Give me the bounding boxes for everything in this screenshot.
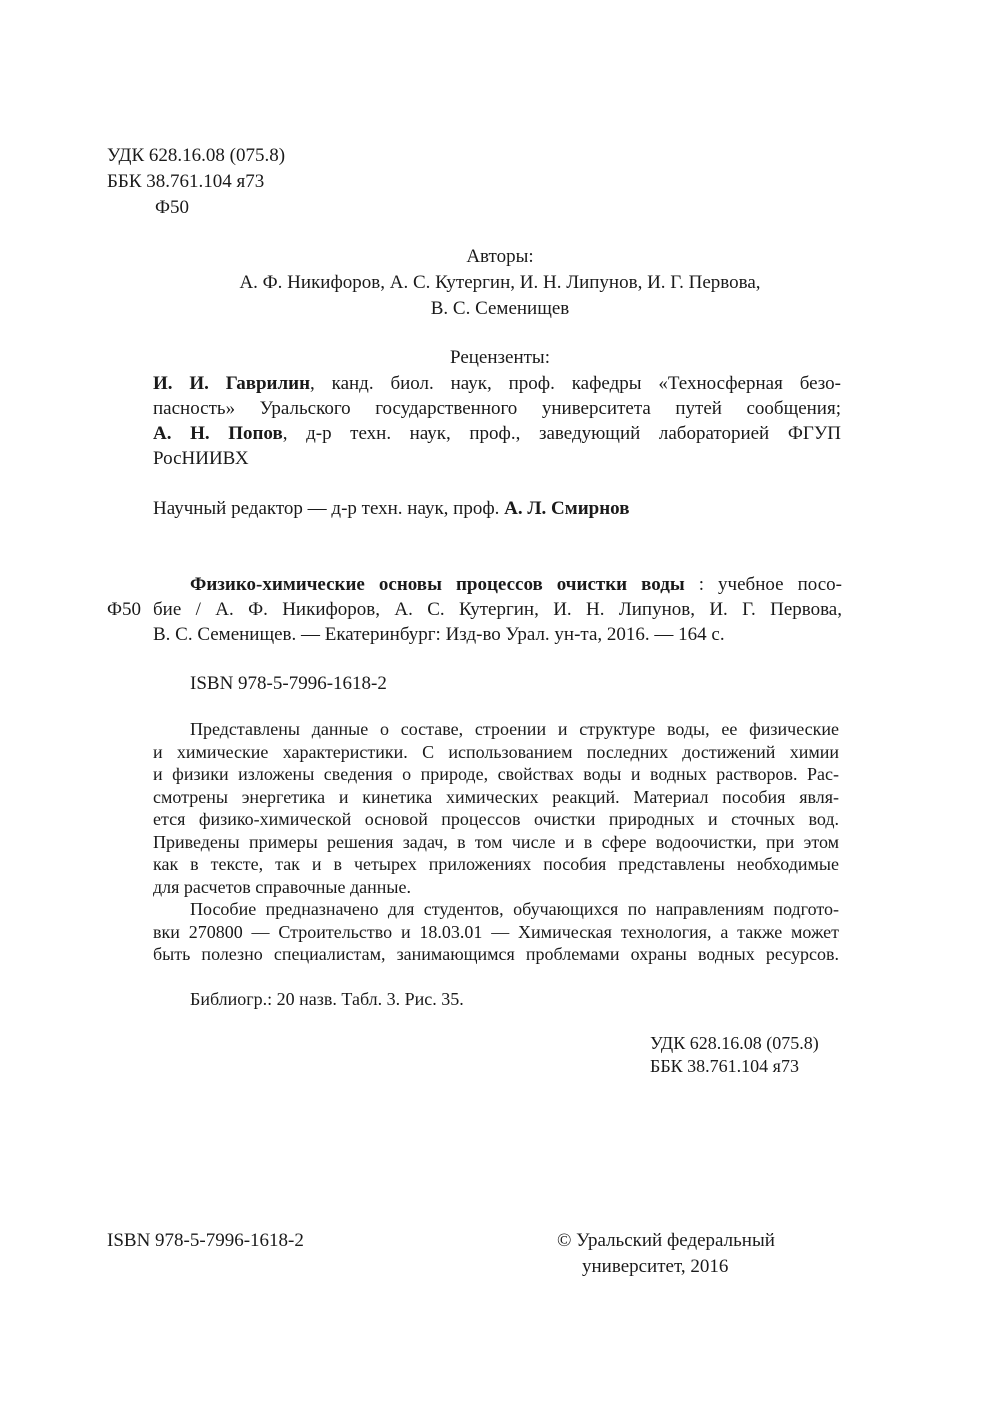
reviewer-1-line-2: пасность» Уральского государственного университета путей сообщения; [153, 398, 841, 419]
udk-code-top: УДК 628.16.08 (075.8) [107, 145, 286, 166]
authors-line-1: А. Ф. Никифоров, А. С. Кутергин, И. Н. Липунов, И. Г. Первова, [239, 272, 761, 293]
copyright-line-2: университет, 2016 [582, 1256, 729, 1277]
bib-record-line-3: В. С. Семенищев. — Екатеринбург: Изд-во Урал. ун-та, 2016. — 164 с. [153, 624, 725, 645]
udk-code-bottom: УДК 628.16.08 (075.8) [650, 1033, 819, 1053]
abstract-purpose-line-1: Пособие предназначено для студентов, обучающихся по направлениям подгото- [190, 899, 839, 919]
scientific-editor [153, 496, 629, 522]
reviewer-1-details: , канд. биол. наук, проф. кафедры «Техносферная безо- [310, 373, 841, 394]
authors-label: Авторы: [466, 246, 534, 267]
abstract-line-8: для расчетов справочные данные. [153, 876, 411, 897]
editor-name: А. Л. Смирнов [504, 498, 630, 519]
abstract-line-5: ется физико-химической основой процессов очистки природных и сточных вод. [153, 809, 839, 829]
reviewer-2-details: , д-р техн. наук, проф., заведующий лабораторией ФГУП [282, 423, 841, 444]
abstract-purpose-line-3: быть полезно специалистам, занимающимся проблемами охраны водных ресурсов. [153, 944, 839, 964]
reviewer-2-line-1 [153, 421, 841, 447]
author-sign-top: Ф50 [155, 197, 190, 218]
bbk-code-top: ББК 38.761.104 я73 [107, 171, 265, 192]
bib-record-line-1 [190, 572, 842, 598]
abstract-line-4: смотрены энергетика и кинетика химических реакций. Материал пособия явля- [153, 786, 839, 807]
author-sign-bib: Ф50 [107, 599, 142, 620]
abstract-line-3: и физики изложены сведения о природе, свойствах воды и водных растворов. Рас- [153, 764, 839, 784]
copyright-line-1: © Уральский федеральный [557, 1230, 775, 1251]
abstract-line-2: и химические характеристики. С использованием последних достижений химии [153, 741, 839, 762]
abstract-purpose-line-2: вки 270800 — Строительство и 18.03.01 — Химическая технология, а также может [153, 921, 839, 942]
book-title: Физико-химические основы процессов очистки воды [190, 574, 685, 595]
bib-record-line-2: бие / А. Ф. Никифоров, А. С. Кутергин, И. Н. Липунов, И. Г. Первова, [153, 599, 842, 620]
authors-line-2: В. С. Семенищев [430, 298, 570, 319]
bib-isbn: ISBN 978-5-7996-1618-2 [190, 673, 387, 694]
abstract-line-6: Приведены примеры решения задач, в том числе и в сфере водоочистки, при этом [153, 831, 839, 852]
abstract-line-1: Представлены данные о составе, строении и структуре воды, ее физические [190, 719, 839, 739]
reviewer-1-line-1 [153, 371, 841, 397]
editor-prefix: Научный редактор — д-р техн. наук, проф. [153, 498, 505, 519]
reviewer-1-name: И. И. Гаврилин [153, 373, 311, 394]
abstract-line-7: как в тексте, так и в четырех приложениях пособия представлены необходимые [153, 854, 839, 874]
footer-isbn: ISBN 978-5-7996-1618-2 [107, 1230, 304, 1251]
bibliography-note: Библиогр.: 20 назв. Табл. 3. Рис. 35. [190, 989, 464, 1009]
reviewer-2-line-2: РосНИИВХ [153, 448, 249, 469]
bbk-code-bottom: ББК 38.761.104 я73 [650, 1056, 799, 1076]
bib-line-1-rest: : учебное посо- [684, 574, 842, 595]
reviewers-label: Рецензенты: [450, 347, 550, 368]
reviewer-2-name: А. Н. Попов [153, 423, 283, 444]
